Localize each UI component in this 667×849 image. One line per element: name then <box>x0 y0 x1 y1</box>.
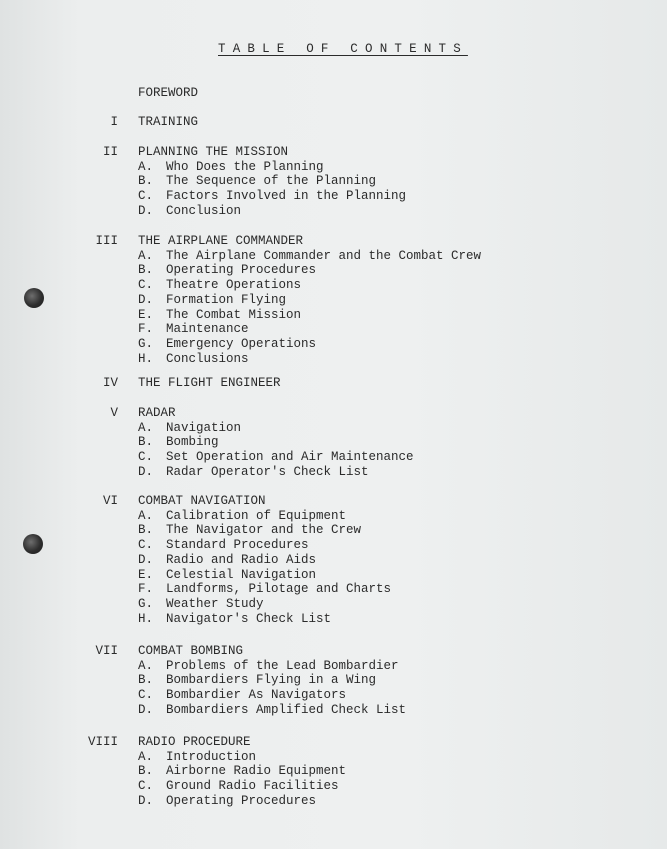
item-letter: H. <box>138 611 154 626</box>
item-letter: D. <box>138 292 154 307</box>
section-numeral: II <box>102 145 118 159</box>
item-text: Introduction <box>166 749 257 764</box>
item-text: Standard Procedures <box>166 538 309 553</box>
item-text: Factors Involved in the Planning <box>166 189 407 204</box>
section-numeral: V <box>110 406 118 420</box>
item-text: Bombing <box>166 435 219 450</box>
item-letter: G. <box>138 596 154 611</box>
punch-hole-top <box>24 288 44 308</box>
item-text: Who Does the Planning <box>166 159 324 174</box>
item-text: Airborne Radio Equipment <box>166 764 347 779</box>
section-heading: PLANNING THE MISSION <box>138 145 289 159</box>
item-letter: B. <box>138 174 154 189</box>
item-letter: A. <box>138 749 154 764</box>
item-text: Operating Procedures <box>166 263 317 278</box>
item-letter: D. <box>138 203 154 218</box>
item-letter: B. <box>138 435 154 450</box>
item-text: Conclusions <box>166 351 249 366</box>
item-letter: C. <box>138 450 154 465</box>
section-heading: RADIO PROCEDURE <box>138 735 251 749</box>
item-text: Navigator's Check List <box>166 611 332 626</box>
section-heading: COMBAT BOMBING <box>138 644 244 658</box>
item-text: Emergency Operations <box>166 336 317 351</box>
item-letter: B. <box>138 764 154 779</box>
item-letter: F. <box>138 582 154 597</box>
item-text: Radar Operator's Check List <box>166 464 369 479</box>
section-heading: COMBAT NAVIGATION <box>138 494 266 508</box>
section-heading: TRAINING <box>138 115 199 129</box>
item-text: Formation Flying <box>166 292 287 307</box>
item-letter: E. <box>138 567 154 582</box>
item-text: Bombardiers Flying in a Wing <box>166 673 377 688</box>
section-numeral: I <box>110 115 118 129</box>
item-letter: H. <box>138 351 154 366</box>
item-letter: C. <box>138 538 154 553</box>
item-letter: C. <box>138 278 154 293</box>
item-letter: D. <box>138 702 154 717</box>
item-text: Calibration of Equipment <box>166 508 347 523</box>
item-text: Maintenance <box>166 322 249 337</box>
page-title: TABLE OF CONTENTS <box>218 42 468 56</box>
item-text: Ground Radio Facilities <box>166 779 339 794</box>
item-letter: A. <box>138 159 154 174</box>
item-text: Problems of the Lead Bombardier <box>166 658 399 673</box>
item-text: The Airplane Commander and the Combat Crew <box>166 248 482 263</box>
item-text: Conclusion <box>166 203 242 218</box>
item-letter: E. <box>138 307 154 322</box>
section-heading: THE AIRPLANE COMMANDER <box>138 234 304 248</box>
section-heading: RADAR <box>138 406 176 420</box>
item-text: Set Operation and Air Maintenance <box>166 450 414 465</box>
section-numeral: III <box>95 234 118 248</box>
section-numeral: VII <box>95 644 118 658</box>
item-text: Navigation <box>166 420 242 435</box>
item-text: Operating Procedures <box>166 793 317 808</box>
item-text: Bombardiers Amplified Check List <box>166 702 407 717</box>
item-letter: A. <box>138 508 154 523</box>
item-letter: C. <box>138 688 154 703</box>
section-heading: THE FLIGHT ENGINEER <box>138 376 281 390</box>
item-text: Radio and Radio Aids <box>166 552 317 567</box>
item-text: The Navigator and the Crew <box>166 523 362 538</box>
item-text: Weather Study <box>166 596 264 611</box>
item-letter: A. <box>138 658 154 673</box>
item-letter: A. <box>138 248 154 263</box>
item-text: The Sequence of the Planning <box>166 174 377 189</box>
item-letter: F. <box>138 322 154 337</box>
punch-hole-bottom <box>23 534 43 554</box>
section-numeral: VI <box>102 494 118 508</box>
item-text: Landforms, Pilotage and Charts <box>166 582 392 597</box>
section-numeral: IV <box>102 376 118 390</box>
item-letter: C. <box>138 779 154 794</box>
item-letter: D. <box>138 793 154 808</box>
item-text: Celestial Navigation <box>166 567 317 582</box>
item-letter: B. <box>138 263 154 278</box>
item-letter: B. <box>138 673 154 688</box>
item-letter: A. <box>138 420 154 435</box>
section-numeral: VIII <box>87 735 118 749</box>
item-text: Bombardier As Navigators <box>166 688 347 703</box>
item-text: The Combat Mission <box>166 307 302 322</box>
item-letter: D. <box>138 464 154 479</box>
item-letter: C. <box>138 189 154 204</box>
item-letter: G. <box>138 336 154 351</box>
foreword-heading: FOREWORD <box>138 86 199 100</box>
item-letter: D. <box>138 552 154 567</box>
item-text: Theatre Operations <box>166 278 302 293</box>
item-letter: B. <box>138 523 154 538</box>
